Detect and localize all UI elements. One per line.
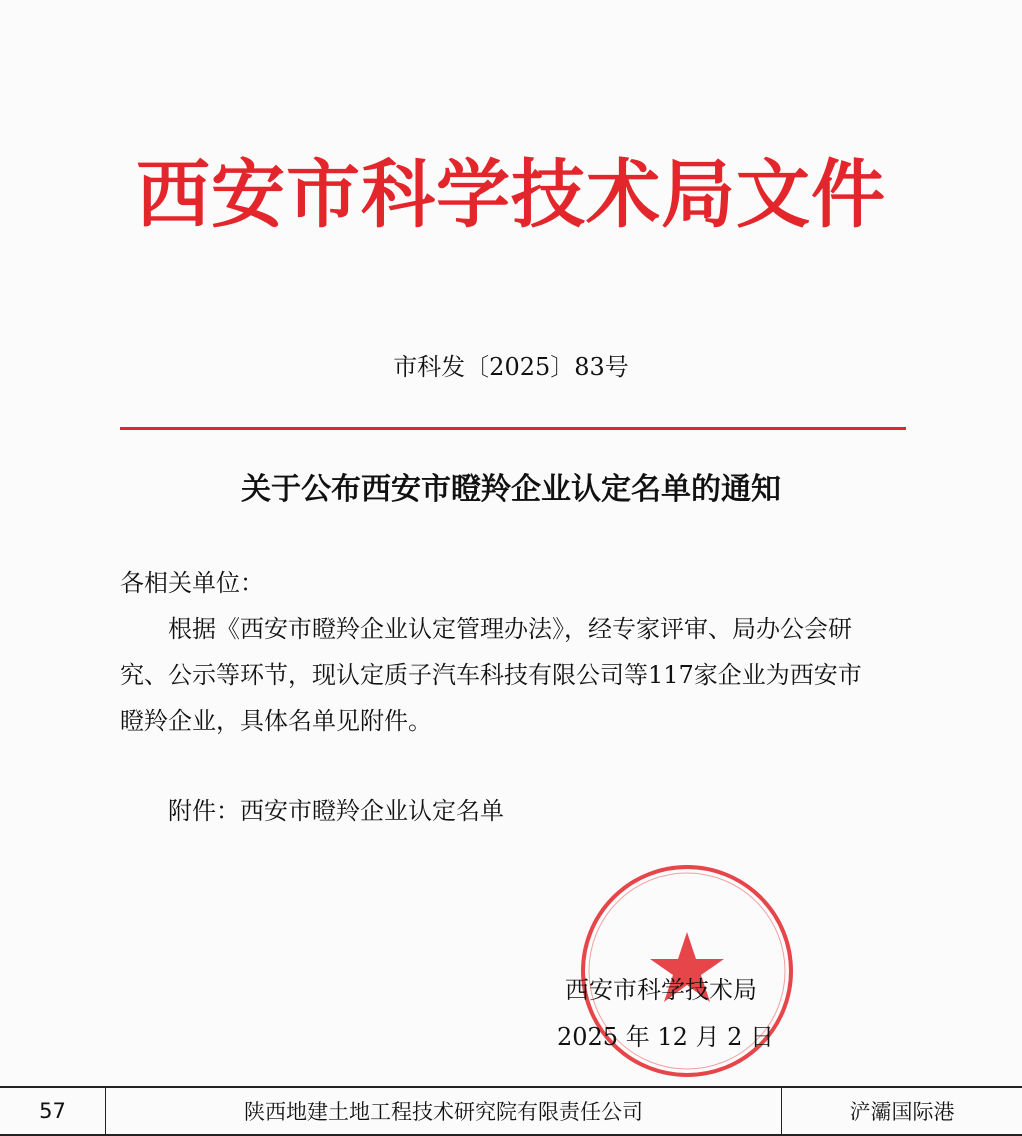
red-divider	[120, 427, 906, 430]
notice-heading: 关于公布西安市瞪羚企业认定名单的通知	[241, 472, 781, 507]
attachment-line: 附件：西安市瞪羚企业认定名单	[168, 797, 504, 825]
body-paragraph: 根据《西安市瞪羚企业认定管理办法》，经专家评审、局办公会研究、公示等环节，现认定质子汽车科技有限公司等117家企业为西安市瞪羚企业，具体名单见附件。	[120, 615, 862, 735]
issue-date: 2025 年 12 月 2 日	[557, 1023, 775, 1051]
row-company: 陕西地建土地工程技术研究院有限责任公司	[106, 1088, 782, 1134]
issuer-signature: 西安市科学技术局	[565, 976, 757, 1004]
salutation: 各相关单位：	[120, 569, 264, 597]
document-title: 西安市科学技术局文件	[136, 152, 886, 238]
row-region: 浐灞国际港	[849, 1100, 955, 1124]
document-number: 市科发〔2025〕83号	[393, 353, 629, 381]
row-index: 57	[0, 1088, 106, 1134]
table-row	[0, 1086, 1022, 1136]
notice-body	[120, 560, 880, 834]
